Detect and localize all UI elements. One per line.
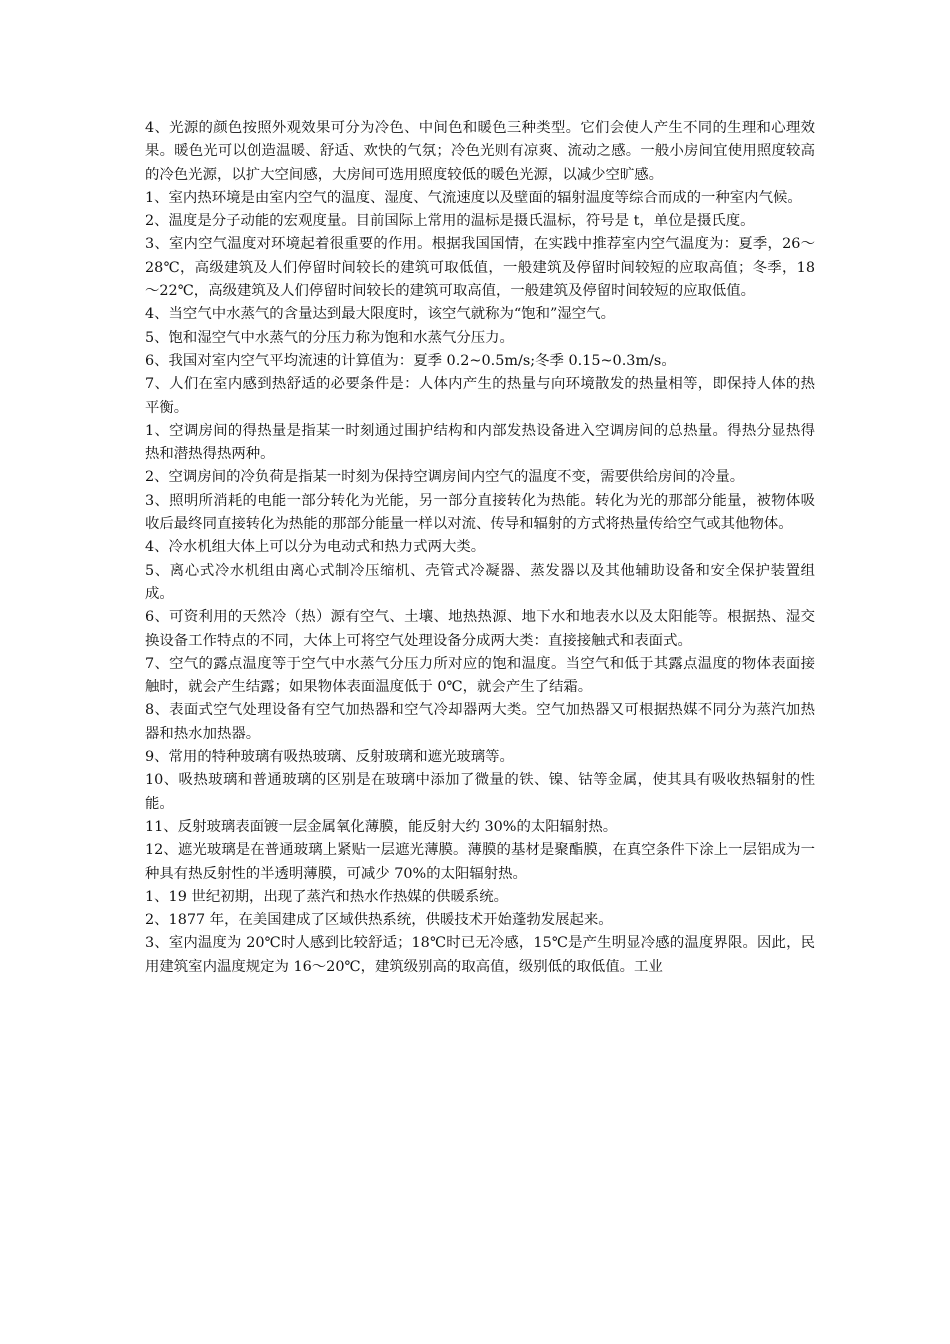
paragraph-heat-absorbing-glass: 10、吸热玻璃和普通玻璃的区别是在玻璃中添加了微量的铁、镍、钴等金属，使其具有吸收热辐射的性能。 <box>145 772 815 812</box>
document-body <box>145 117 815 979</box>
paragraph-thermal-comfort: 7、人们在室内感到热舒适的必要条件是：人体内产生的热量与向环境散发的热量相等，即保持人体的热平衡。 <box>145 376 815 416</box>
paragraph-light-source-color: 4、光源的颜色按照外观效果可分为冷色、中间色和暖色三种类型。它们会使人产生不同的生理和心理效果。暖色光可以创造温暖、舒适、欢快的气氛；冷色光则有凉爽、流动之感。一般小房间宜使用照度较高的冷色光源，以扩大空间感，大房间可选用照度较低的暖色光源，以减少空旷感。 <box>145 120 815 183</box>
paragraph-indoor-temperature-standard: 3、室内温度为 20℃时人感到比较舒适；18℃时已无冷感，15℃是产生明显冷感的温度界限。因此，民用建筑室内温度规定为 16～20℃，建筑级别高的取高值，级别低的取低值。工业 <box>145 935 815 975</box>
paragraph-natural-sources: 6、可资利用的天然冷（热）源有空气、土壤、地热热源、地下水和地表水以及太阳能等。根据热、湿交换设备工作特点的不同，大体上可将空气处理设备分成两大类：直接接触式和表面式。 <box>145 609 815 649</box>
paragraph-district-heating: 2、1877 年，在美国建成了区域供热系统，供暖技术开始蓬勃发展起来。 <box>145 912 613 929</box>
paragraph-lighting-heat: 3、照明所消耗的电能一部分转化为光能，另一部分直接转化为热能。转化为光的那部分能量，被物体吸收后最终同直接转化为热能的那部分能量一样以对流、传导和辐射的方式将热量传给空气或其他物体。 <box>145 492 815 533</box>
paragraph-shading-glass: 12、遮光玻璃是在普通玻璃上紧贴一层遮光薄膜。薄膜的基材是聚酯膜，在真空条件下涂上一层铝成为一种具有热反射性的半透明薄膜，可减少 70%的太阳辐射热。 <box>145 842 815 882</box>
paragraph-chiller-types: 4、冷水机组大体上可以分为电动式和热力式两大类。 <box>145 539 486 556</box>
paragraph-cooling-load: 2、空调房间的冷负荷是指某一时刻为保持空调房间内空气的温度不变，需要供给房间的冷量。 <box>145 469 745 486</box>
paragraph-special-glass: 9、常用的特种玻璃有吸热玻璃、反射玻璃和遮光玻璃等。 <box>145 749 514 766</box>
paragraph-indoor-thermal-environment: 1、室内热环境是由室内空气的温度、湿度、气流速度以及壁面的辐射温度等综合而成的一种室内气候。 <box>145 189 802 206</box>
paragraph-heat-gain: 1、空调房间的得热量是指某一时刻通过围护结构和内部发热设备进入空调房间的总热量。得热分显热得热和潜热得热两种。 <box>145 422 815 463</box>
paragraph-heating-history: 1、19 世纪初期，出现了蒸汽和热水作热媒的供暖系统。 <box>145 888 509 905</box>
paragraph-reflective-glass: 11、反射玻璃表面镀一层金属氧化薄膜，能反射大约 30%的太阳辐射热。 <box>145 818 618 835</box>
paragraph-air-velocity: 6、我国对室内空气平均流速的计算值为：夏季 0.2~0.5m/s;冬季 0.15~0.3m/s。 <box>145 352 676 369</box>
paragraph-saturated-air: 4、当空气中水蒸气的含量达到最大限度时，该空气就称为“饱和”湿空气。 <box>145 306 615 323</box>
paragraph-temperature-definition: 2、温度是分子动能的宏观度量。目前国际上常用的温标是摄氏温标，符号是 t，单位是摄氏度。 <box>145 213 755 230</box>
paragraph-vapor-partial-pressure: 5、饱和湿空气中水蒸气的分压力称为饱和水蒸气分压力。 <box>145 329 514 346</box>
paragraph-surface-air-treatment: 8、表面式空气处理设备有空气加热器和空气冷却器两大类。空气加热器又可根据热媒不同分为蒸汽加热器和热水加热器。 <box>145 702 815 742</box>
paragraph-dew-point: 7、空气的露点温度等于空气中水蒸气分压力所对应的饱和温度。当空气和低于其露点温度的物体表面接触时，就会产生结露；如果物体表面温度低于 0℃，就会产生了结霜。 <box>145 655 815 696</box>
paragraph-recommended-indoor-temperature: 3、室内空气温度对环境起着很重要的作用。根据我国国情，在实践中推荐室内空气温度为：夏季，26～28℃，高级建筑及人们停留时间较长的建筑可取低值，一般建筑及停留时间较短的应取高值；冬季，18～22℃，高级建筑及人们停留时间较长的建筑可取高值，一般建筑及停留时间较短的应取低值。 <box>145 236 815 300</box>
paragraph-centrifugal-chiller: 5、离心式冷水机组由离心式制冷压缩机、壳管式冷凝器、蒸发器以及其他辅助设备和安全保护装置组成。 <box>145 562 815 602</box>
